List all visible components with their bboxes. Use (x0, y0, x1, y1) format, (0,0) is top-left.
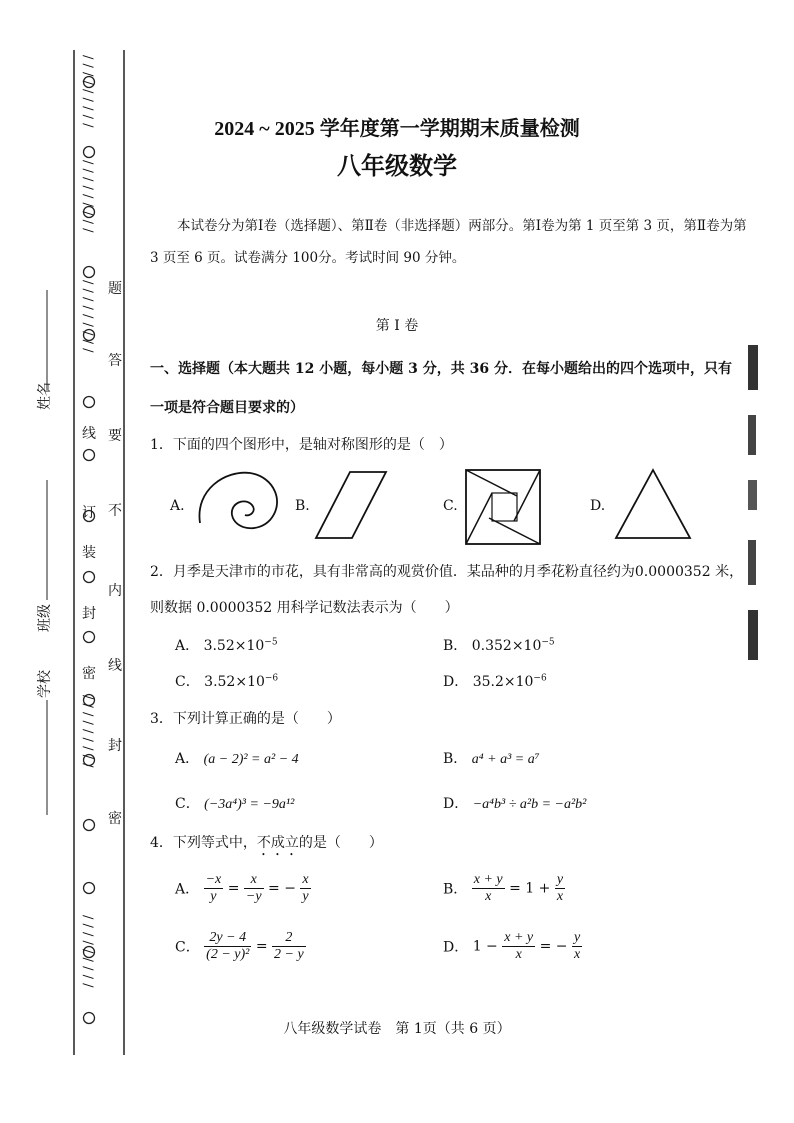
page-footer: 八年级数学试卷 第 1页（共 6 页） (283, 1021, 511, 1037)
q4-option-d (443, 930, 582, 963)
q4-b-frac1-den: x (485, 889, 492, 904)
note-char-ti: 题 (108, 281, 122, 297)
q1-option-a-label: A. (170, 498, 185, 514)
part1-heading-line1: 一、选择题（本大题共 12 小题，每小题 3 分，共 36 分．在每小题给出的四个选项中，只有 (150, 361, 732, 377)
q4-stem (150, 832, 383, 859)
note-char-nei: 内 (108, 583, 122, 599)
q4-a-frac2-den: −y (245, 889, 262, 904)
note-char-yao: 要 (108, 428, 122, 444)
parallelogram-figure (312, 468, 392, 544)
q4-b-label: B． (443, 881, 468, 898)
slash-pattern-3: / / / / / / / / / (80, 280, 95, 353)
q1-option-d-label: D. (590, 498, 606, 514)
q4-a-frac1 (204, 872, 224, 905)
q3-d-expr: −a⁴b³ ÷ a²b = −a²b² (472, 797, 587, 812)
q4-option-c (175, 930, 306, 963)
triangle-figure (612, 466, 694, 542)
q4-c-frac2 (272, 930, 306, 963)
note-char-bu: 不 (108, 503, 122, 519)
pinwheel-square-figure (462, 466, 546, 550)
q4-stem-post: 的是（ ） (298, 835, 383, 851)
q4-c-frac1-den: (2 − y)² (206, 947, 250, 962)
q3-option-a (175, 748, 299, 768)
seal-char-mi: 密 (82, 666, 96, 682)
q1-stem: 1．下面的四个图形中，是轴对称图形的是（ ） (150, 437, 453, 453)
q4-d-eq: = − (539, 938, 568, 955)
q2-a-exp: −5 (264, 637, 278, 648)
seal-char-xian: 线 (82, 426, 96, 442)
q4-c-frac1-num: 2y − 4 (204, 930, 251, 947)
q3-option-c (175, 793, 294, 813)
q3-c-expr: (−3a⁴)³ = −9a¹² (204, 797, 295, 812)
school-field-label: 学校 (37, 670, 53, 698)
q2-b-label: B． (443, 638, 468, 654)
q2-b-base: 0.352×10 (471, 638, 542, 654)
exam-title: 2024 ~ 2025 学年度第一学期期末质量检测 (214, 118, 580, 140)
q2-option-b (443, 635, 555, 655)
q3-option-b (443, 748, 540, 768)
q2-stem-line1: 2．月季是天津市的市花，具有非常高的观赏价值．某品种的月季花粉直径约为0.0000352 米， (150, 564, 744, 580)
q4-b-frac2-num: y (556, 872, 564, 887)
slash-pattern-2: / / / / / / / / / (80, 160, 95, 233)
q3-a-expr: (a − 2)² = a² − 4 (203, 752, 299, 767)
seal-char-feng: 封 (82, 606, 96, 622)
q4-d-frac1-num: x + y (504, 930, 534, 945)
slash-pattern-4: / / / / / / / / / (80, 695, 95, 768)
note-char-feng: 封 (108, 738, 122, 754)
q4-a-frac1-num: −x (205, 872, 222, 887)
spiral-figure (190, 465, 290, 545)
slash-pattern-1: / / / / / / / / / (80, 55, 95, 128)
q4-c-frac1 (204, 930, 251, 963)
q3-b-label: B． (443, 751, 468, 767)
q4-d-frac2-num: y (573, 930, 581, 945)
q4-option-b (443, 872, 565, 905)
q4-d-label: D． (443, 939, 469, 956)
q2-d-exp: −6 (533, 673, 547, 684)
q2-c-exp: −6 (264, 673, 279, 684)
q4-c-frac2-num: 2 (272, 930, 306, 947)
q4-a-frac3 (300, 872, 310, 905)
q2-a-base: 3.52×10 (203, 638, 265, 654)
q4-d-frac1-den: x (515, 947, 522, 962)
q3-option-d (443, 793, 586, 813)
q2-option-c (175, 671, 278, 691)
q4-a-eq2: = − (268, 880, 296, 897)
q4-c-eq: = (255, 938, 268, 955)
q2-b-exp: −5 (541, 637, 555, 648)
q2-c-base: 3.52×10 (204, 674, 265, 690)
q4-c-frac2-den: 2 − y (274, 947, 304, 962)
q4-a-frac2-num: x (244, 872, 264, 889)
q3-b-expr: a⁴ + a³ = a⁷ (471, 752, 540, 767)
q4-d-pre: 1 − (472, 938, 498, 955)
q1-option-b-label: B. (295, 498, 310, 514)
q4-a-frac1-den: y (210, 889, 217, 904)
seal-char-zhuang: 装 (82, 545, 96, 561)
q4-a-frac3-num: x (302, 872, 309, 887)
q2-d-base: 35.2×10 (472, 674, 534, 690)
q3-d-label: D． (443, 796, 469, 812)
q2-c-label: C． (175, 674, 200, 690)
q4-a-frac3-den: y (302, 889, 309, 904)
q3-c-label: C． (175, 796, 200, 812)
q4-d-frac1 (502, 930, 535, 963)
q4-d-frac2 (572, 930, 582, 963)
note-char-da: 答 (108, 353, 122, 369)
note-char-xian: 线 (108, 658, 122, 674)
q4-b-frac1-num: x + y (473, 872, 503, 887)
q4-b-frac2-den: x (556, 889, 564, 904)
seal-char-ding: 订 (82, 505, 96, 521)
q2-option-d (443, 671, 547, 691)
exam-subtitle: 八年级数学 (337, 151, 457, 180)
q4-d-frac2-den: x (573, 947, 581, 962)
q4-stem-emphasis: 不成立 (256, 835, 299, 851)
q2-option-a (175, 635, 278, 655)
slash-pattern-5: / / / / / / / / / (80, 915, 95, 988)
q3-a-label: A． (175, 751, 200, 767)
q4-b-mid: = 1 + (509, 880, 551, 897)
q4-a-eq1: = (227, 880, 240, 897)
q4-stem-pre: 4．下列等式中， (150, 835, 257, 851)
right-edge-marks (744, 340, 794, 670)
q3-stem: 3．下列计算正确的是（ ） (150, 711, 341, 727)
q4-c-label: C． (175, 939, 200, 956)
q2-stem-line2: 则数据 0.0000352 用科学记数法表示为（ ） (150, 600, 459, 616)
q2-d-label: D． (443, 674, 469, 690)
q4-b-frac2 (555, 872, 565, 905)
q4-a-label: A． (175, 881, 200, 898)
q4-option-a (175, 872, 311, 905)
q4-a-frac2 (244, 872, 264, 905)
note-char-mi: 密 (108, 811, 122, 827)
name-field-label: 姓名 (37, 382, 53, 410)
q1-option-c-label: C. (443, 498, 458, 514)
class-field-label: 班级 (37, 604, 53, 632)
part1-heading-line2: 一项是符合题目要求的） (150, 400, 304, 416)
q2-a-label: A． (175, 638, 200, 654)
q4-b-frac1 (472, 872, 505, 905)
exam-instructions: 本试卷分为第Ⅰ卷（选择题）、第Ⅱ卷（非选择题）两部分。第Ⅰ卷为第 1 页至第 3 页，第Ⅱ卷为第 3 页至 6 页。试卷满分 100分。考试时间 90 分钟。 (150, 218, 747, 266)
section-title: 第 Ⅰ 卷 (375, 318, 419, 334)
